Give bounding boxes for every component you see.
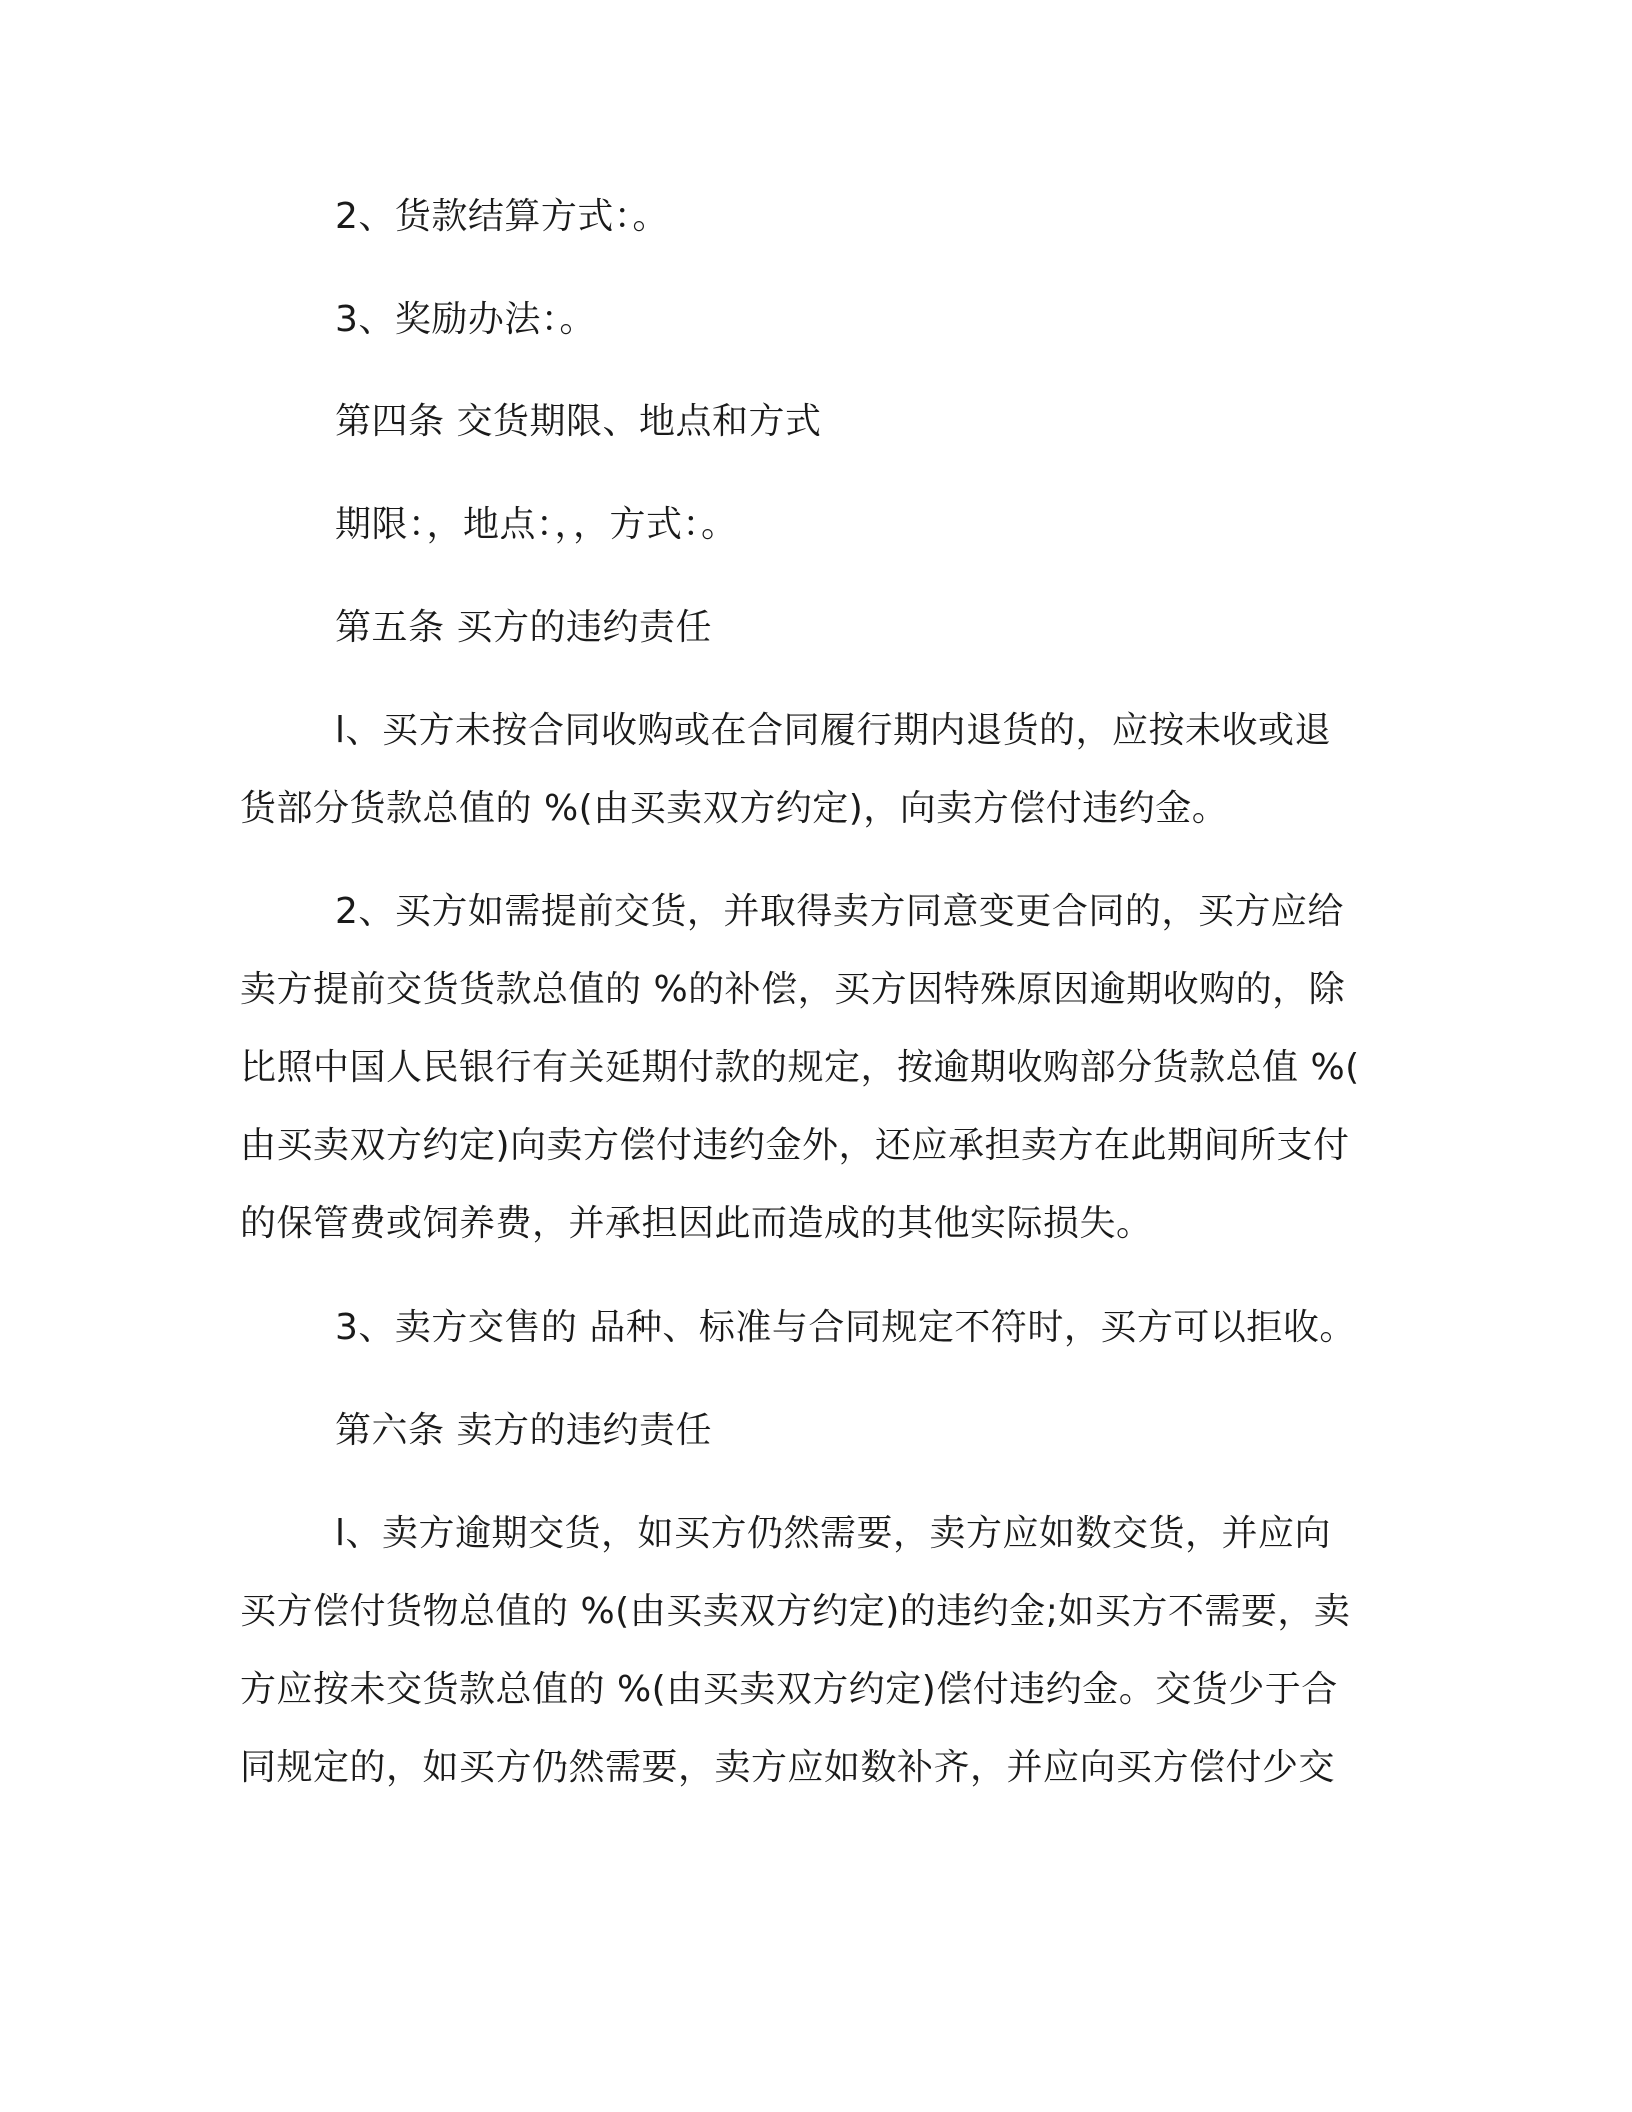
paragraph-line: l、买方未按合同收购或在合同履行期内退货的，应按未收或退 [335,710,1332,751]
reward-method-line: 3、奖励办法：。 [335,299,596,340]
paragraph-line: 的保管费或饲养费，并承担因此而造成的其他实际损失。 [240,1203,1153,1244]
article-six-heading: 第六条 卖方的违约责任 [335,1410,712,1451]
paragraph-line: 同规定的，如买方仍然需要，卖方应如数补齐，并应向买方偿付少交 [240,1747,1336,1788]
paragraph-line: 货部分货款总值的 %(由买卖双方约定)，向卖方偿付违约金。 [240,788,1229,829]
article-four-heading: 第四条 交货期限、地点和方式 [335,401,822,442]
paragraph-line: 方应按未交货款总值的 %(由买卖双方约定)偿付违约金。交货少于合 [240,1669,1338,1710]
paragraph-line: 卖方提前交货货款总值的 %的补偿，买方因特殊原因逾期收购的，除 [240,969,1346,1010]
paragraph-line: 2、买方如需提前交货，并取得卖方同意变更合同的，买方应给 [335,891,1344,932]
paragraph-line: 比照中国人民银行有关延期付款的规定，按逾期收购部分货款总值 %( [240,1047,1360,1088]
paragraph-line: 买方偿付货物总值的 %(由买卖双方约定)的违约金;如买方不需要，卖 [240,1591,1351,1632]
paragraph-line: 由买卖双方约定)向卖方偿付违约金外，还应承担卖方在此期间所支付 [240,1125,1350,1166]
paragraph-line: l、卖方逾期交货，如买方仍然需要，卖方应如数交货，并应向 [335,1513,1332,1554]
payment-settlement-line: 2、货款结算方式：。 [335,196,669,237]
paragraph-line: 3、卖方交售的 品种、标准与合同规定不符时，买方可以拒收。 [335,1307,1356,1348]
delivery-terms-line: 期限：，地点：，，方式：。 [335,504,738,545]
article-five-heading: 第五条 买方的违约责任 [335,607,712,648]
